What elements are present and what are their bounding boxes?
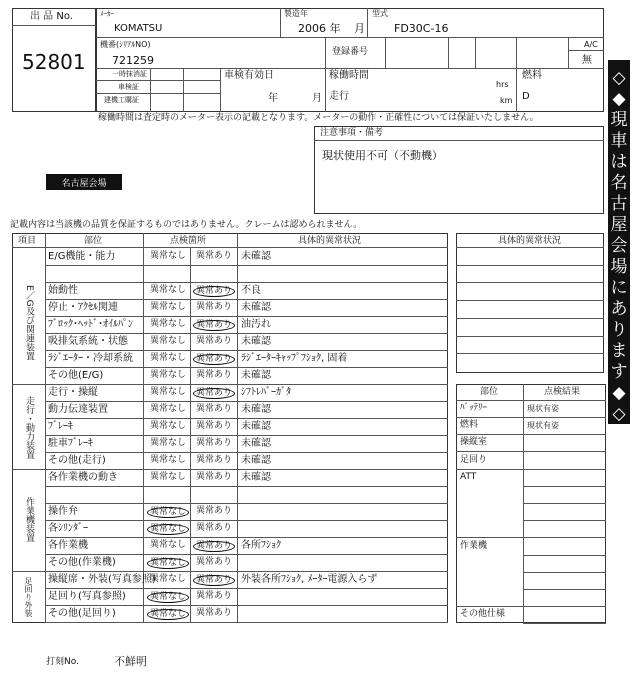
row-line [45, 316, 448, 317]
row-line [45, 554, 448, 555]
right-detail-box [456, 233, 604, 373]
result-line [523, 572, 606, 573]
row-detail: 未確認 [241, 404, 271, 415]
row-ng-option: 異常あり [196, 438, 233, 448]
row-part: 走行・操縦 [48, 387, 98, 398]
hours-unit: hrs [496, 80, 509, 89]
row-ok-option: 異常なし [147, 524, 189, 535]
result-part: その他仕様 [460, 609, 506, 620]
result-part: 足回り [460, 454, 488, 465]
row-ng-option: 異常あり [196, 472, 233, 482]
result-line [523, 606, 606, 607]
result-line [523, 486, 606, 487]
banner-char: 屋 [610, 215, 628, 235]
serial-value: 721259 [112, 54, 154, 67]
lot-number: 52801 [22, 50, 86, 74]
row-line [45, 588, 448, 589]
row-part: 操作弁 [48, 506, 78, 517]
cert-construction-label: 建機工購証 [104, 96, 139, 104]
right-detail-line [456, 300, 604, 301]
right-detail-line [456, 353, 604, 354]
row-part: 駐車ﾌﾞﾚｰｷ [48, 438, 93, 449]
banner-char: ◇ [612, 68, 626, 88]
result-value: 現状有姿 [527, 404, 559, 413]
row-ok-option: 異常なし [150, 353, 187, 363]
row-detail: 油汚れ [241, 319, 271, 330]
travel-label: 走行 [329, 91, 349, 102]
maker-label: ﾒｰｶｰ [100, 10, 114, 18]
row-ng-option: 異常あり [196, 370, 233, 380]
result-line [523, 417, 606, 418]
fuel-label: 燃料 [522, 70, 542, 81]
row-ok-option: 異常なし [150, 472, 187, 482]
row-detail: ﾗｼﾞｴｰﾀｰｷｬｯﾌﾟﾌｼｮｸ, 固着 [241, 353, 348, 364]
row-line [45, 486, 448, 487]
row-detail: 各所ﾌｼｮｸ [241, 540, 281, 551]
model-label: 型式 [372, 9, 388, 18]
category-feet: 足回り外装 [24, 577, 33, 617]
venue-badge: 名古屋会場 [46, 174, 122, 190]
row-ng-option: 異常あり [196, 557, 233, 567]
row-ng-option: 異常あり [196, 251, 233, 261]
row-ok-option: 異常なし [147, 592, 189, 603]
km-unit: km [500, 96, 513, 105]
result-line [523, 503, 606, 504]
row-ng-option: 異常あり [196, 523, 233, 533]
row-part: 操縦席・外装(写真参照) [48, 574, 156, 585]
row-ok-option: 異常なし [150, 302, 187, 312]
right-detail-line [456, 336, 604, 337]
right-part-header: 部位 [480, 387, 499, 397]
header-check: 点検箇所 [170, 236, 207, 246]
row-detail: ｼﾌﾄﾚﾊﾞｰｶﾞﾀ [241, 387, 291, 398]
right-detail-line [456, 265, 604, 266]
result-line [523, 469, 606, 470]
result-part-line [456, 606, 523, 607]
result-line [523, 451, 606, 452]
row-detail: 未確認 [241, 455, 271, 466]
result-value: 現状有姿 [527, 421, 559, 431]
banner-char: り [610, 320, 628, 340]
row-line [45, 384, 448, 385]
result-line [523, 434, 606, 435]
row-detail: 未確認 [241, 472, 271, 483]
banner-char: 車 [610, 131, 628, 151]
category-drive: 走行・動力装置 [24, 395, 34, 459]
result-part: 作業機 [460, 540, 488, 551]
row-line [45, 418, 448, 419]
row-ok-option: 異常なし [150, 438, 187, 448]
right-detail-line [456, 318, 604, 319]
right-result-header: 点検結果 [544, 387, 581, 397]
result-line [523, 537, 606, 538]
result-part-line [456, 434, 523, 435]
row-ng-option: 異常あり [196, 302, 233, 312]
row-ok-option: 異常なし [147, 609, 189, 620]
banner-char: ◇ [612, 404, 626, 424]
ac-value: 無 [582, 55, 592, 66]
result-part-line [456, 451, 523, 452]
header-item: 項目 [18, 236, 37, 246]
row-part: その他(作業機) [48, 557, 116, 568]
row-ok-option: 異常なし [147, 558, 189, 569]
inspection-label: 車検有効日 [224, 70, 274, 81]
result-line [523, 520, 606, 521]
row-ng-option: 異常あり [193, 354, 235, 365]
row-part: 動力伝達装置 [48, 404, 108, 415]
banner-char: す [610, 362, 628, 382]
result-line [523, 589, 606, 590]
row-line [45, 265, 448, 266]
location-banner [608, 60, 630, 424]
stamp-value: 不鮮明 [114, 655, 147, 668]
row-line [45, 503, 448, 504]
row-detail: 未確認 [241, 438, 271, 449]
row-line [45, 571, 448, 572]
row-ok-option: 異常なし [150, 574, 187, 584]
row-ng-option: 異常あり [196, 591, 233, 601]
row-part: E/G機能・能力 [48, 251, 116, 262]
row-ng-option: 異常あり [196, 506, 233, 516]
category-work: 作業機装置 [24, 496, 34, 542]
row-part: ﾗｼﾞｴｰﾀｰ・冷却系統 [48, 353, 133, 364]
row-line [45, 452, 448, 453]
banner-char: に [610, 278, 628, 298]
cert-vehicle-label: 車検証 [118, 83, 139, 91]
banner-char: あ [610, 299, 628, 319]
row-part: 足回り(写真参照) [48, 591, 126, 602]
row-ng-option: 異常あり [196, 336, 233, 346]
row-line [45, 605, 448, 606]
banner-char: 名 [610, 173, 628, 193]
row-line [45, 333, 448, 334]
row-detail: 未確認 [241, 421, 271, 432]
lot-number-label: 出 品 No. [30, 11, 73, 22]
row-ok-option: 異常なし [147, 507, 189, 518]
category-engine: E／G及び関連装置 [24, 285, 34, 361]
banner-char: 場 [610, 257, 628, 277]
registration-label: 登録番号 [332, 47, 369, 57]
month-label: 月 [354, 22, 365, 35]
row-detail: 未確認 [241, 302, 271, 313]
header-part: 部位 [84, 236, 103, 246]
row-part: その他(足回り) [48, 608, 116, 619]
inspection-month-unit: 月 [312, 93, 322, 104]
row-line [45, 537, 448, 538]
result-part-line [456, 417, 523, 418]
row-ok-option: 異常なし [150, 336, 187, 346]
row-detail: 未確認 [241, 251, 271, 262]
banner-char: は [610, 152, 628, 172]
year-value: 2006 年 [298, 22, 341, 35]
right-detail-header: 具体的異常状況 [498, 236, 562, 246]
row-ok-option: 異常なし [150, 370, 187, 380]
year-label: 製造年 [284, 9, 308, 18]
hours-label: 稼働時間 [329, 70, 369, 81]
row-ng-option: 異常あり [193, 320, 235, 331]
row-ok-option: 異常なし [150, 285, 187, 295]
row-ng-option: 異常あり [193, 388, 235, 399]
row-part: 各ｼﾘﾝﾀﾞｰ [48, 523, 88, 534]
row-ok-option: 異常なし [150, 319, 187, 329]
row-ok-option: 異常なし [150, 455, 187, 465]
result-part: ATT [460, 471, 477, 482]
row-part: 始動性 [48, 285, 78, 296]
banner-char: ◆ [612, 89, 626, 109]
row-line [45, 367, 448, 368]
result-line [523, 623, 606, 624]
result-part: 燃料 [460, 420, 479, 431]
banner-char: ◆ [612, 383, 626, 403]
row-ok-option: 異常なし [150, 540, 187, 550]
row-ok-option: 異常なし [150, 404, 187, 414]
row-line [45, 350, 448, 351]
result-part-line [456, 537, 523, 538]
banner-char: ま [610, 341, 628, 361]
header-detail: 具体的異常状況 [298, 236, 362, 246]
row-line [45, 282, 448, 283]
row-part: 停止・ｱｸｾﾙ関連 [48, 302, 118, 313]
row-part: ﾌﾞﾚｰｷ [48, 421, 73, 432]
result-line [523, 555, 606, 556]
result-part: ﾊﾞｯﾃﾘｰ [460, 403, 488, 413]
row-line [45, 520, 448, 521]
row-ng-option: 異常あり [193, 541, 235, 552]
row-ng-option: 異常あり [196, 608, 233, 618]
row-ok-option: 異常なし [150, 387, 187, 397]
ac-label: A/C [584, 40, 598, 49]
row-ng-option: 異常あり [193, 575, 235, 586]
row-line [45, 401, 448, 402]
claim-notice: 記載内容は当該機の品質を保証するものではありません。クレームは認められません。 [10, 220, 363, 230]
remarks-label: 注意事項・備考 [320, 128, 384, 138]
row-part: ﾌﾞﾛｯｸ･ﾍｯﾄﾞ･ｵｲﾙﾊﾟﾝ [48, 319, 133, 330]
row-part: 各作業機 [48, 540, 88, 551]
row-line [45, 435, 448, 436]
row-line [45, 622, 448, 623]
banner-char: 現 [610, 110, 628, 130]
row-detail: 不良 [241, 285, 261, 296]
row-part: その他(E/G) [48, 370, 104, 381]
row-line [45, 299, 448, 300]
row-ng-option: 異常あり [196, 421, 233, 431]
serial-label: 機番(ｼﾘｱﾙNO) [100, 40, 151, 49]
cert-temporary-label: 一時抹消証 [112, 70, 147, 78]
row-line [45, 469, 448, 470]
banner-char: 会 [610, 236, 628, 256]
row-part: 各作業機の動き [48, 472, 118, 483]
result-part: 操縦室 [460, 437, 488, 448]
fuel-value: D [522, 91, 530, 102]
banner-char: 古 [610, 194, 628, 214]
row-ng-option: 異常あり [196, 404, 233, 414]
row-ng-option: 異常あり [193, 286, 235, 297]
row-part: 吸排気系統・状態 [48, 336, 128, 347]
remarks-text: 現状使用不可（不動機） [322, 149, 443, 162]
row-detail: 未確認 [241, 370, 271, 381]
row-ok-option: 異常なし [150, 251, 187, 261]
result-part-line [456, 469, 523, 470]
hours-notice: 稼働時間は査定時のメーター表示の記載となります。メーターの動作・正確性については保証いたしません。 [98, 113, 539, 123]
inspection-year-unit: 年 [268, 93, 278, 104]
stamp-label: 打刻No. [46, 657, 79, 667]
row-ok-option: 異常なし [150, 421, 187, 431]
row-detail: 未確認 [241, 336, 271, 347]
right-detail-line [456, 282, 604, 283]
model-value: FD30C-16 [394, 22, 449, 35]
maker-value: KOMATSU [114, 23, 163, 34]
row-detail: 外装各所ﾌｼｮｸ, ﾒｰﾀｰ電源入らず [241, 574, 378, 585]
row-part: その他(走行) [48, 455, 106, 466]
row-ng-option: 異常あり [196, 455, 233, 465]
